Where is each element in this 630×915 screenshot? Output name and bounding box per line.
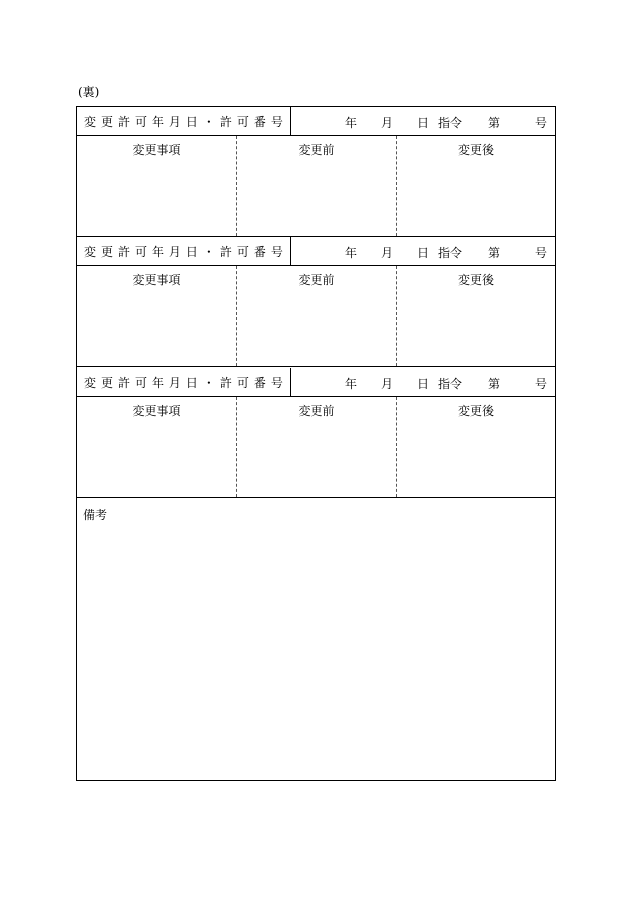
year-label: 年 (345, 377, 358, 391)
label-char: 番 (253, 244, 266, 259)
label-char: 番 (253, 114, 266, 129)
remarks-label: 備考 (83, 508, 108, 522)
after-change-cell[interactable] (397, 397, 555, 497)
permission-date-number-label (77, 368, 291, 396)
label-char: 更 (100, 114, 113, 129)
dai-label: 第 (488, 246, 501, 260)
label-char: 月 (168, 375, 181, 390)
label-char: 年 (151, 375, 164, 390)
label-char: 許 (219, 244, 232, 259)
dai-label: 第 (488, 116, 501, 130)
label-char: 日 (185, 114, 198, 129)
label-char: 可 (134, 375, 147, 390)
label-char: 日 (185, 375, 198, 390)
change-detail-row (77, 266, 555, 367)
label-char: 可 (236, 375, 249, 390)
label-char: 変 (84, 244, 97, 259)
label-char: 番 (253, 375, 266, 390)
day-label: 日 (417, 246, 430, 260)
permission-header-row (77, 107, 555, 136)
label-char: 更 (100, 375, 113, 390)
change-detail-row (77, 397, 555, 498)
month-label: 月 (381, 246, 394, 260)
year-label: 年 (345, 116, 358, 130)
after-change-cell[interactable] (397, 136, 555, 236)
change-permission-form (76, 106, 556, 781)
before-change-cell[interactable] (237, 397, 397, 497)
before-change-header: 変更前 (298, 404, 335, 418)
permission-date-number-label (77, 107, 291, 135)
before-change-header: 変更前 (298, 273, 335, 287)
label-char: 年 (151, 114, 164, 129)
label-char: 可 (236, 114, 249, 129)
label-char: 許 (219, 375, 232, 390)
after-change-header: 変更後 (457, 273, 494, 287)
label-char: 号 (270, 114, 283, 129)
after-change-header: 変更後 (457, 143, 494, 157)
label-char: 可 (134, 244, 147, 259)
before-change-cell[interactable] (237, 266, 397, 366)
label-char: ・ (202, 375, 215, 390)
permission-header-row (77, 368, 555, 397)
month-label: 月 (381, 377, 394, 391)
remarks-area[interactable] (77, 499, 555, 780)
page-heading: (裏) (78, 85, 100, 99)
permission-header-row (77, 237, 555, 266)
change-item-cell[interactable] (77, 397, 237, 497)
label-char: 更 (100, 244, 113, 259)
permission-date-number-field[interactable] (291, 107, 555, 135)
permission-date-number-field[interactable] (291, 368, 555, 396)
label-char: 月 (168, 114, 181, 129)
label-char: 許 (117, 114, 130, 129)
after-change-cell[interactable] (397, 266, 555, 366)
label-char: 許 (219, 114, 232, 129)
label-char: 可 (134, 114, 147, 129)
label-char: 変 (84, 114, 97, 129)
month-label: 月 (381, 116, 394, 130)
label-char: 変 (84, 375, 97, 390)
change-detail-row (77, 136, 555, 237)
label-char: ・ (202, 244, 215, 259)
designation-label: 指令 (438, 377, 463, 391)
permission-date-number-field[interactable] (291, 237, 555, 265)
before-change-cell[interactable] (237, 136, 397, 236)
change-item-header: 変更事項 (132, 404, 181, 418)
go-label: 号 (535, 377, 548, 391)
change-item-cell[interactable] (77, 266, 237, 366)
designation-label: 指令 (438, 116, 463, 130)
permission-date-number-label (77, 237, 291, 265)
change-item-header: 変更事項 (132, 143, 181, 157)
change-item-header: 変更事項 (132, 273, 181, 287)
label-char: 日 (185, 244, 198, 259)
after-change-header: 変更後 (457, 404, 494, 418)
label-char: 許 (117, 244, 130, 259)
change-item-cell[interactable] (77, 136, 237, 236)
label-char: 月 (168, 244, 181, 259)
label-char: 年 (151, 244, 164, 259)
go-label: 号 (535, 246, 548, 260)
label-char: 号 (270, 244, 283, 259)
before-change-header: 変更前 (298, 143, 335, 157)
go-label: 号 (535, 116, 548, 130)
label-char: 可 (236, 244, 249, 259)
day-label: 日 (417, 377, 430, 391)
label-char: ・ (202, 114, 215, 129)
year-label: 年 (345, 246, 358, 260)
label-char: 許 (117, 375, 130, 390)
label-char: 号 (270, 375, 283, 390)
designation-label: 指令 (438, 246, 463, 260)
dai-label: 第 (488, 377, 501, 391)
day-label: 日 (417, 116, 430, 130)
